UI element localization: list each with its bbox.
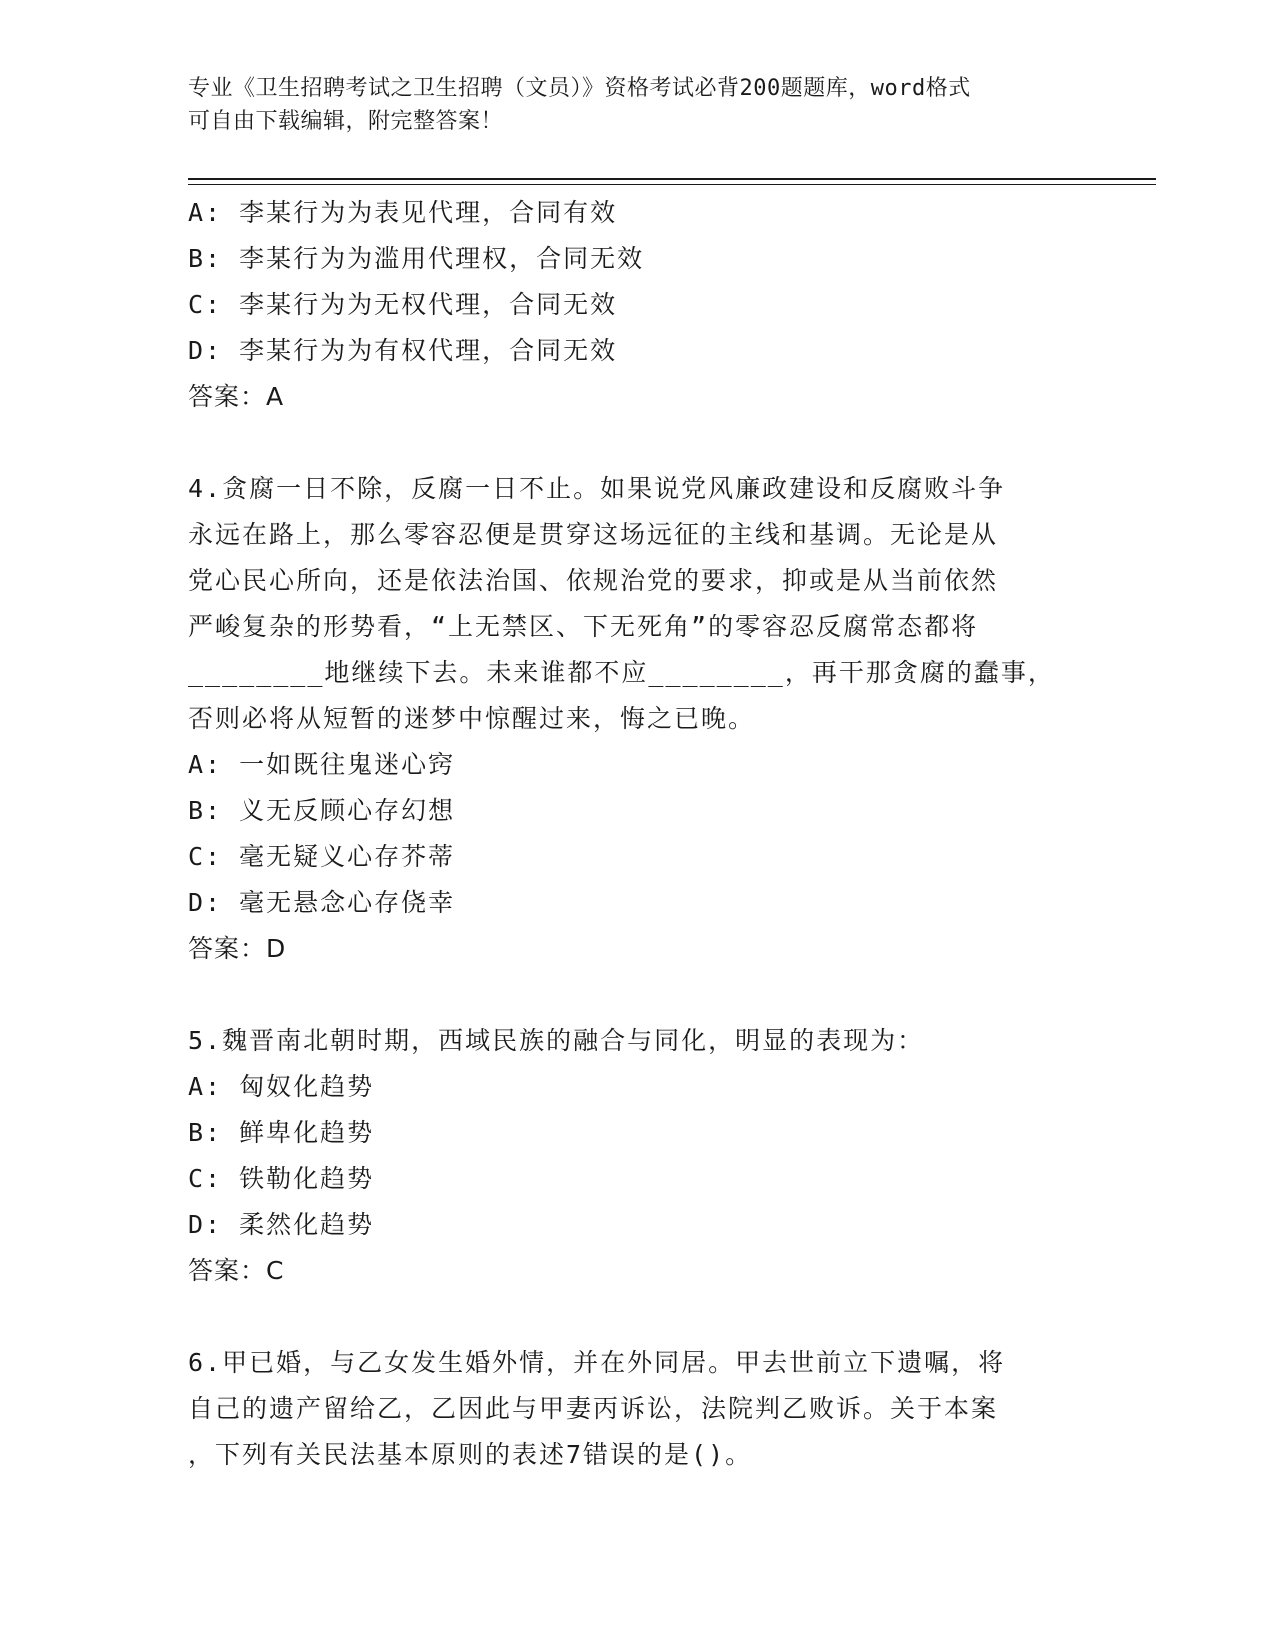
header-divider-thick xyxy=(188,178,1156,180)
question-4 xyxy=(188,466,1068,972)
question-3 xyxy=(188,190,1068,420)
header-title-line-1: 专业《卫生招聘考试之卫生招聘（文员）》资格考试必背200题题库，word格式 xyxy=(188,76,971,101)
question-4-stem-line: 严峻复杂的形势看，“上无禁区、下无死角”的零容忍反腐常态都将 xyxy=(188,612,979,641)
question-4-stem-line: ________地继续下去。未来谁都不应________，再干那贪腐的蠢事， xyxy=(188,658,1055,687)
question-6-stem-line: 自己的遗产留给乙，乙因此与甲妻丙诉讼，法院判乙败诉。关于本案 xyxy=(188,1394,999,1423)
question-5-option-d: D: 柔然化趋势 xyxy=(188,1210,375,1239)
document-body xyxy=(188,190,1068,1478)
question-5 xyxy=(188,1018,1068,1294)
question-5-option-c: C: 铁勒化趋势 xyxy=(188,1164,375,1193)
question-5-option-a: A: 匈奴化趋势 xyxy=(188,1072,375,1101)
question-4-stem-line: 4.贪腐一日不除，反腐一日不止。如果说党风廉政建设和反腐败斗争 xyxy=(188,474,1006,503)
spacer xyxy=(188,420,1068,466)
header-title-line-2: 可自由下载编辑，附完整答案！ xyxy=(188,109,504,134)
question-4-option-c: C: 毫无疑义心存芥蒂 xyxy=(188,842,456,871)
spacer xyxy=(188,972,1068,1018)
question-4-option-b: B: 义无反顾心存幻想 xyxy=(188,796,456,825)
header-divider-thin xyxy=(188,184,1156,185)
question-4-option-a: A: 一如既往鬼迷心窍 xyxy=(188,750,456,779)
spacer xyxy=(188,1294,1068,1340)
question-3-option-b: B: 李某行为为滥用代理权，合同无效 xyxy=(188,244,645,273)
question-6-stem-line: ，下列有关民法基本原则的表述7错误的是()。 xyxy=(188,1440,753,1469)
document-header xyxy=(188,72,1068,138)
question-3-option-c: C: 李某行为为无权代理，合同无效 xyxy=(188,290,618,319)
question-4-answer: 答案：D xyxy=(188,934,287,963)
question-4-stem-line: 否则必将从短暂的迷梦中惊醒过来，悔之已晚。 xyxy=(188,704,756,733)
question-3-option-d: D: 李某行为为有权代理，合同无效 xyxy=(188,336,618,365)
question-4-stem-line: 永远在路上，那么零容忍便是贯穿这场远征的主线和基调。无论是从 xyxy=(188,520,999,549)
question-4-stem-line: 党心民心所向，还是依法治国、依规治党的要求，抑或是从当前依然 xyxy=(188,566,999,595)
question-3-answer: 答案：A xyxy=(188,382,285,411)
question-3-option-a: A: 李某行为为表见代理，合同有效 xyxy=(188,198,618,227)
question-5-answer: 答案：C xyxy=(188,1256,285,1285)
question-4-option-d: D: 毫无悬念心存侥幸 xyxy=(188,888,456,917)
question-5-stem-line: 5.魏晋南北朝时期，西域民族的融合与同化，明显的表现为： xyxy=(188,1026,925,1055)
question-6 xyxy=(188,1340,1068,1478)
question-6-stem-line: 6.甲已婚，与乙女发生婚外情，并在外同居。甲去世前立下遗嘱，将 xyxy=(188,1348,1006,1377)
question-5-option-b: B: 鲜卑化趋势 xyxy=(188,1118,375,1147)
